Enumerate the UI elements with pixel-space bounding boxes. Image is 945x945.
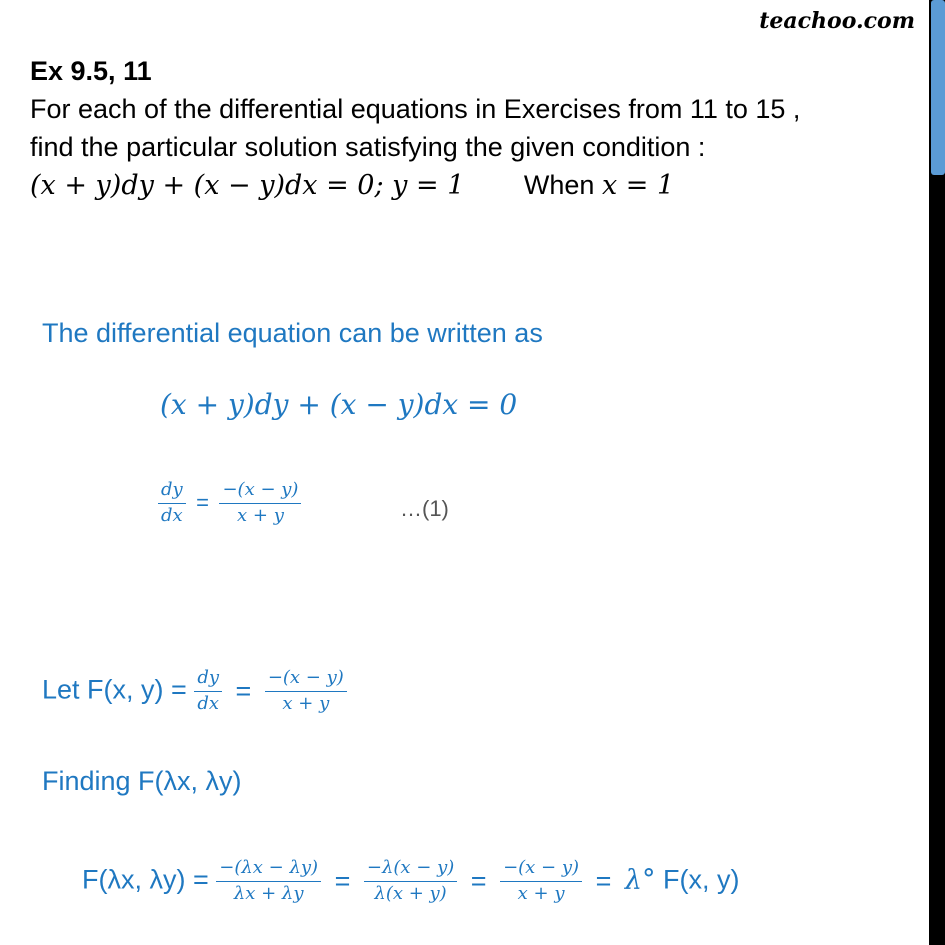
homogeneity-prefix: F(λx, λy) =	[82, 864, 209, 895]
lambda-fraction-1: $\frac{-(\lambda x - \lambda y)}{\lambda x + \lambda y}$	[216, 858, 321, 904]
solution-equation: (x + y)dy + (x − y)dx = 0	[160, 388, 518, 421]
question-equation-line	[30, 170, 674, 201]
rhs-fraction: $\frac{-(x - y)}{x + y}$	[219, 480, 301, 526]
let-f-prefix: Let F(x, y) =	[42, 674, 187, 705]
question-line-2: find the particular solution satisfying the given condition :	[30, 132, 706, 162]
step-1-equation: $\frac{dy}{dx}$ = $\frac{-(x - y)}{x + y}$	[158, 480, 301, 526]
finding-heading: Finding F(λx, λy)	[42, 766, 242, 796]
question-line-1: For each of the differential equations in Exercises from 11 to 15 ,	[30, 94, 801, 124]
question-equation: (x + y)dy + (x − y)dx = 0; y = 1	[30, 170, 465, 201]
let-f-definition: Let F(x, y) = $\frac{dy}{dx}$ = $\frac{-(x - y)}{x + y}$	[42, 668, 347, 714]
scrollbar-thumb[interactable]	[931, 0, 945, 175]
exercise-title: Ex 9.5, 11	[30, 56, 152, 86]
lambda-fraction-3: $\frac{-(x - y)}{x + y}$	[500, 858, 582, 904]
teachoo-logo: teachoo.com	[759, 8, 915, 34]
equation-reference: …(1)	[400, 496, 449, 521]
dy-dx-fraction: $\frac{dy}{dx}$	[158, 480, 186, 526]
lambda-fraction-2: $\frac{-\lambda(x - y)}{\lambda(x + y)}$	[364, 858, 457, 904]
let-rhs-fraction: $\frac{-(x - y)}{x + y}$	[265, 668, 347, 714]
when-condition: x = 1	[601, 170, 675, 201]
when-label: When	[523, 170, 595, 200]
let-dy-dx-fraction: $\frac{dy}{dx}$	[194, 668, 222, 714]
lambda-degree: λ°	[624, 864, 656, 896]
result-tail: F(x, y)	[663, 864, 740, 895]
homogeneity-check: F(λx, λy) = $\frac{-(\lambda x - \lambda y)}{\lambda x + \lambda y}$ = $\frac{-\lambda(x - y)}{\lambda(x + y)}$ = $\frac{-(x - y)}{x + y}$ = λ° F(x, y)	[82, 857, 740, 904]
solution-intro: The differential equation can be written as	[42, 318, 543, 348]
